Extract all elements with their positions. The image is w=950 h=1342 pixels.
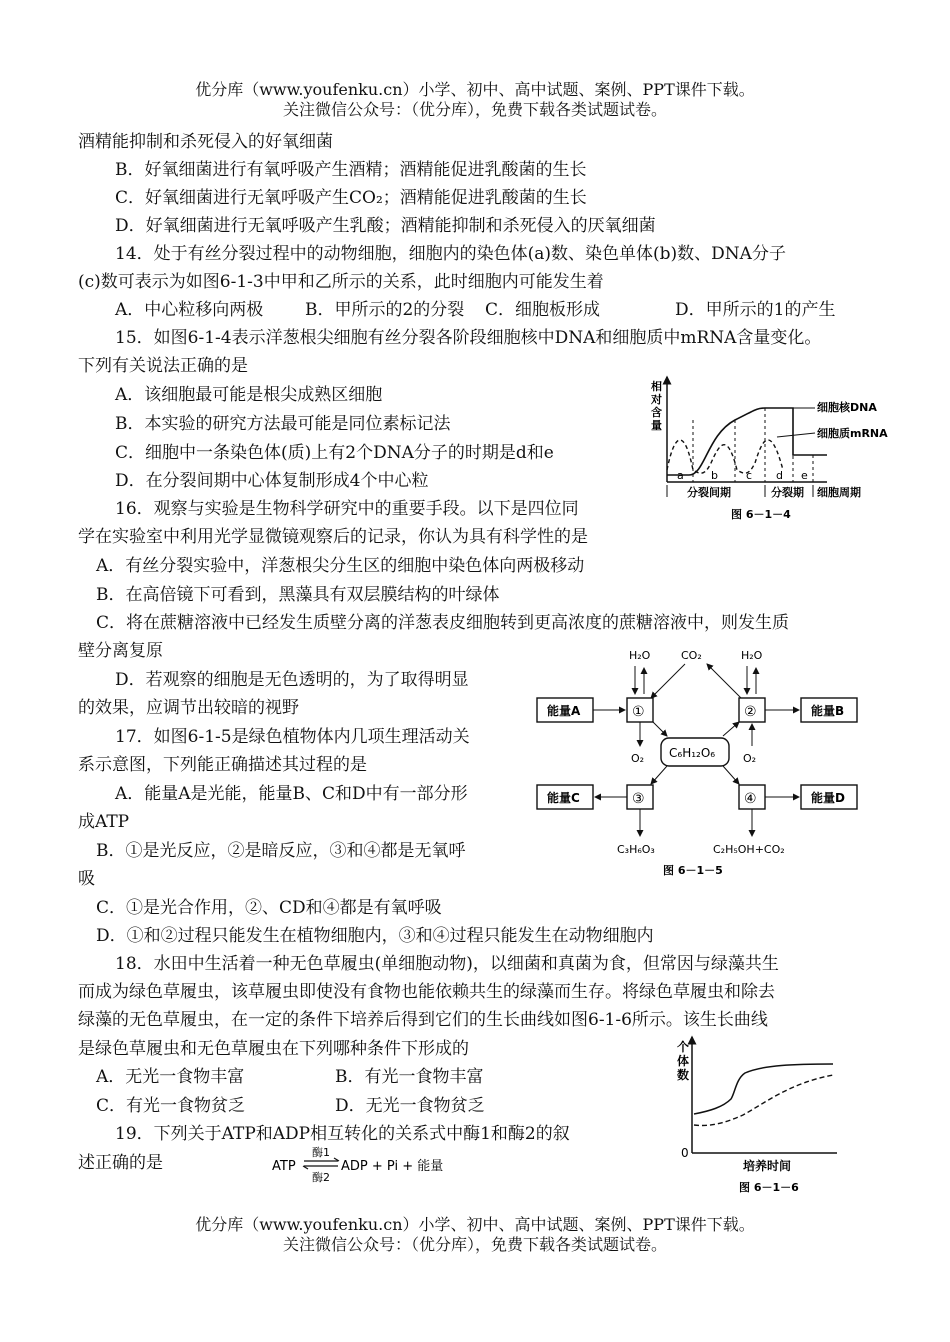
fig615-node-2: ② — [744, 704, 757, 720]
equation-enzyme-1: 酶1 — [312, 1146, 330, 1159]
equation-right: ADP + Pi + 能量 — [341, 1159, 444, 1174]
fig615-caption: 图 6－1－5 — [663, 864, 723, 877]
fig614-phase-e: e — [801, 469, 808, 482]
fig616-ylabel-3: 数 — [677, 1068, 690, 1082]
q14-stem-1: 14．处于有丝分裂过程中的动物细胞，细胞内的染色体(a)数、染色单体(b)数、DNA分子 — [115, 244, 786, 264]
figure-6-1-4 — [645, 375, 895, 525]
footer-line-1: 优分库（www.youfenku.cn）小学、初中、高中试题、案例、PPT课件下载。 — [195, 1215, 755, 1234]
q16-stem-1: 16．观察与实验是生物科学研究中的重要手段。以下是四位同 — [115, 499, 579, 519]
q18-stem-3: 绿藻的无色草履虫，在一定的条件下培养后得到它们的生长曲线如图6-1-6所示。该生长曲线 — [78, 1010, 768, 1030]
fig614-ylabel-3: 含 — [651, 406, 662, 419]
q17-option-b-2: 吸 — [78, 869, 95, 889]
q16-option-c-1: C．将在蔗糖溶液中已经发生质壁分离的洋葱表皮细胞转到更高浓度的蔗糖溶液中，则发生质 — [96, 613, 790, 633]
fig615-lactic: C₃H₆O₃ — [617, 843, 655, 856]
fig615-energy-d: 能量D — [811, 791, 845, 805]
q18-option-c: C．有光一食物贫乏 — [96, 1096, 246, 1116]
fig614-dna-curve — [667, 408, 827, 475]
fig615-energy-b: 能量B — [811, 704, 845, 718]
fig615-arrow-1-to-glucose — [653, 722, 667, 736]
q17-option-c: C．①是光合作用，②、CD和④都是有氧呼吸 — [96, 898, 442, 918]
q18-stem-4: 是绿色草履虫和无色草履虫在下列哪种条件下形成的 — [78, 1039, 469, 1059]
q19-stem-2: 述正确的是 — [78, 1153, 163, 1173]
q18-option-b: B．有光一食物丰富 — [335, 1067, 484, 1087]
fig615-arrow-co2-to-1 — [651, 664, 685, 698]
q16-option-a: A．有丝分裂实验中，洋葱根尖分生区的细胞中染色体向两极移动 — [96, 556, 585, 576]
figure-6-1-5 — [535, 640, 885, 880]
fig614-phase-b: b — [711, 469, 718, 482]
q17-option-b-1: B．①是光反应，②是暗反应，③和④都是无氧呼 — [96, 841, 466, 861]
figure-6-1-6 — [665, 1035, 865, 1200]
equation-enzyme-2: 酶2 — [312, 1171, 330, 1184]
fig614-mrna-curve — [667, 440, 783, 473]
fig615-node-4: ④ — [744, 791, 757, 807]
q17-stem-1: 17．如图6-1-5是绿色植物体内几项生理活动关 — [115, 727, 470, 747]
fig614-ylabel-2: 对 — [651, 393, 662, 406]
fig614-ylabel-1: 相 — [651, 380, 662, 393]
header-line-1: 优分库（www.youfenku.cn）小学、初中、高中试题、案例、PPT课件下载。 — [195, 80, 755, 99]
fig614-phase-c: c — [746, 469, 753, 482]
fig615-energy-c: 能量C — [547, 791, 580, 805]
fig614-cycle-label: 细胞周期 — [817, 486, 861, 499]
q14-option-d: D．甲所示的1的产生 — [675, 300, 836, 320]
q14-option-b: B．甲所示的2的分裂 — [305, 300, 465, 320]
fig615-arrow-glucose-to-2 — [723, 722, 739, 736]
q18-option-a: A．无光一食物丰富 — [96, 1067, 245, 1087]
fig615-node-1: ① — [632, 704, 645, 720]
fig614-legend-leader-mrna — [777, 433, 815, 437]
fig616-caption: 图 6－1－6 — [739, 1181, 799, 1194]
fig615-h2o-2: H₂O — [741, 649, 763, 662]
fig615-h2o-1: H₂O — [629, 649, 651, 662]
fig616-colorless-curve — [694, 1075, 833, 1126]
fig614-interphase-label: 分裂间期 — [687, 486, 731, 499]
fig615-o2-2: O₂ — [743, 752, 757, 765]
q17-stem-2: 系示意图，下列能正确描述其过程的是 — [78, 755, 367, 775]
fig614-mitosis-label: 分裂期 — [771, 486, 804, 499]
fig615-o2-1: O₂ — [631, 752, 645, 765]
fig615-ethanol: C₂H₅OH+CO₂ — [713, 843, 785, 856]
q14-stem-2: (c)数可表示为如图6-1-3中甲和乙所示的关系，此时细胞内可能发生着 — [78, 272, 604, 292]
fig614-ylabel-4: 量 — [651, 419, 662, 432]
q19-stem-1: 19．下列关于ATP和ADP相互转化的关系式中酶1和酶2的叙 — [115, 1124, 570, 1144]
q14-option-a: A．中心粒移向两极 — [115, 300, 264, 320]
q16-stem-2: 学在实验室中利用光学显微镜观察后的记录，你认为具有科学性的是 — [78, 527, 588, 547]
q15-option-c: C．细胞中一条染色体(质)上有2个DNA分子的时期是d和e — [115, 443, 554, 463]
fig615-co2: CO₂ — [681, 649, 702, 662]
fig615-glucose: C₆H₁₂O₆ — [669, 746, 716, 760]
q13-option-d: D．好氧细菌进行无氧呼吸产生乳酸；酒精能抑制和杀死侵入的厌氧细菌 — [115, 216, 656, 236]
atp-adp-equation — [272, 1143, 462, 1185]
q15-stem-1: 15．如图6-1-4表示洋葱根尖细胞有丝分裂各阶段细胞核中DNA和细胞质中mRNA含量变化。 — [115, 328, 822, 348]
fig614-legend-mrna: 细胞质mRNA — [817, 427, 888, 440]
q15-stem-2: 下列有关说法正确的是 — [78, 356, 248, 376]
q18-option-d: D．无光一食物贫乏 — [335, 1096, 485, 1116]
fig614-phase-d: d — [776, 469, 783, 482]
q15-option-a: A．该细胞最可能是根尖成熟区细胞 — [115, 385, 383, 405]
fig616-ylabel-2: 体 — [677, 1054, 690, 1068]
fig614-phase-a: a — [677, 469, 684, 482]
q16-option-d-1: D．若观察的细胞是无色透明的，为了取得明显 — [115, 670, 469, 690]
fig614-caption: 图 6－1－4 — [731, 508, 791, 521]
fig616-xlabel: 培养时间 — [743, 1159, 792, 1173]
q15-option-d: D．在分裂间期中心体复制形成4个中心粒 — [115, 471, 429, 491]
equation-left: ATP — [272, 1159, 296, 1174]
fig616-green-curve — [694, 1064, 833, 1114]
q13-option-b: B．好氧细菌进行有氧呼吸产生酒精；酒精能促进乳酸菌的生长 — [115, 160, 587, 180]
q17-option-a-2: 成ATP — [78, 812, 130, 832]
q16-option-b: B．在高倍镜下可看到，黑藻具有双层膜结构的叶绿体 — [96, 585, 500, 605]
q13-option-c: C．好氧细菌进行无氧呼吸产生CO₂；酒精能促进乳酸菌的生长 — [115, 188, 587, 208]
q17-option-d: D．①和②过程只能发生在植物细胞内，③和④过程只能发生在动物细胞内 — [96, 926, 654, 946]
fig616-origin: 0 — [681, 1146, 689, 1160]
fig615-arrow-glucose-to-4 — [723, 766, 739, 784]
q16-option-d-2: 的效果，应调节出较暗的视野 — [78, 698, 299, 718]
fig615-energy-a: 能量A — [547, 704, 581, 718]
fig615-node-3: ③ — [632, 791, 645, 807]
header-line-2: 关注微信公众号：（优分库），免费下载各类试题试卷。 — [282, 100, 667, 119]
q15-option-b: B．本实验的研究方法最可能是同位素标记法 — [115, 414, 451, 434]
fig615-arrow-2-to-co2 — [707, 664, 741, 698]
footer-line-2: 关注微信公众号：（优分库），免费下载各类试题试卷。 — [282, 1235, 667, 1254]
q17-option-a-1: A．能量A是光能，能量B、C和D中有一部分形 — [115, 784, 468, 804]
q18-stem-2: 而成为绿色草履虫，该草履虫即使没有食物也能依赖共生的绿藻而生存。将绿色草履虫和除去 — [78, 982, 775, 1002]
fig615-arrow-glucose-to-3 — [651, 766, 667, 784]
fig614-legend-dna: 细胞核DNA — [817, 401, 877, 414]
q18-stem-1: 18．水田中生活着一种无色草履虫(单细胞动物)，以细菌和真菌为食，但常因与绿藻共生 — [115, 954, 779, 974]
q13-continuation: 酒精能抑制和杀死侵入的好氧细菌 — [78, 132, 333, 152]
q16-option-c-2: 壁分离复原 — [78, 641, 163, 661]
fig616-ylabel-1: 个 — [677, 1040, 690, 1054]
q14-option-c: C．细胞板形成 — [485, 300, 601, 320]
